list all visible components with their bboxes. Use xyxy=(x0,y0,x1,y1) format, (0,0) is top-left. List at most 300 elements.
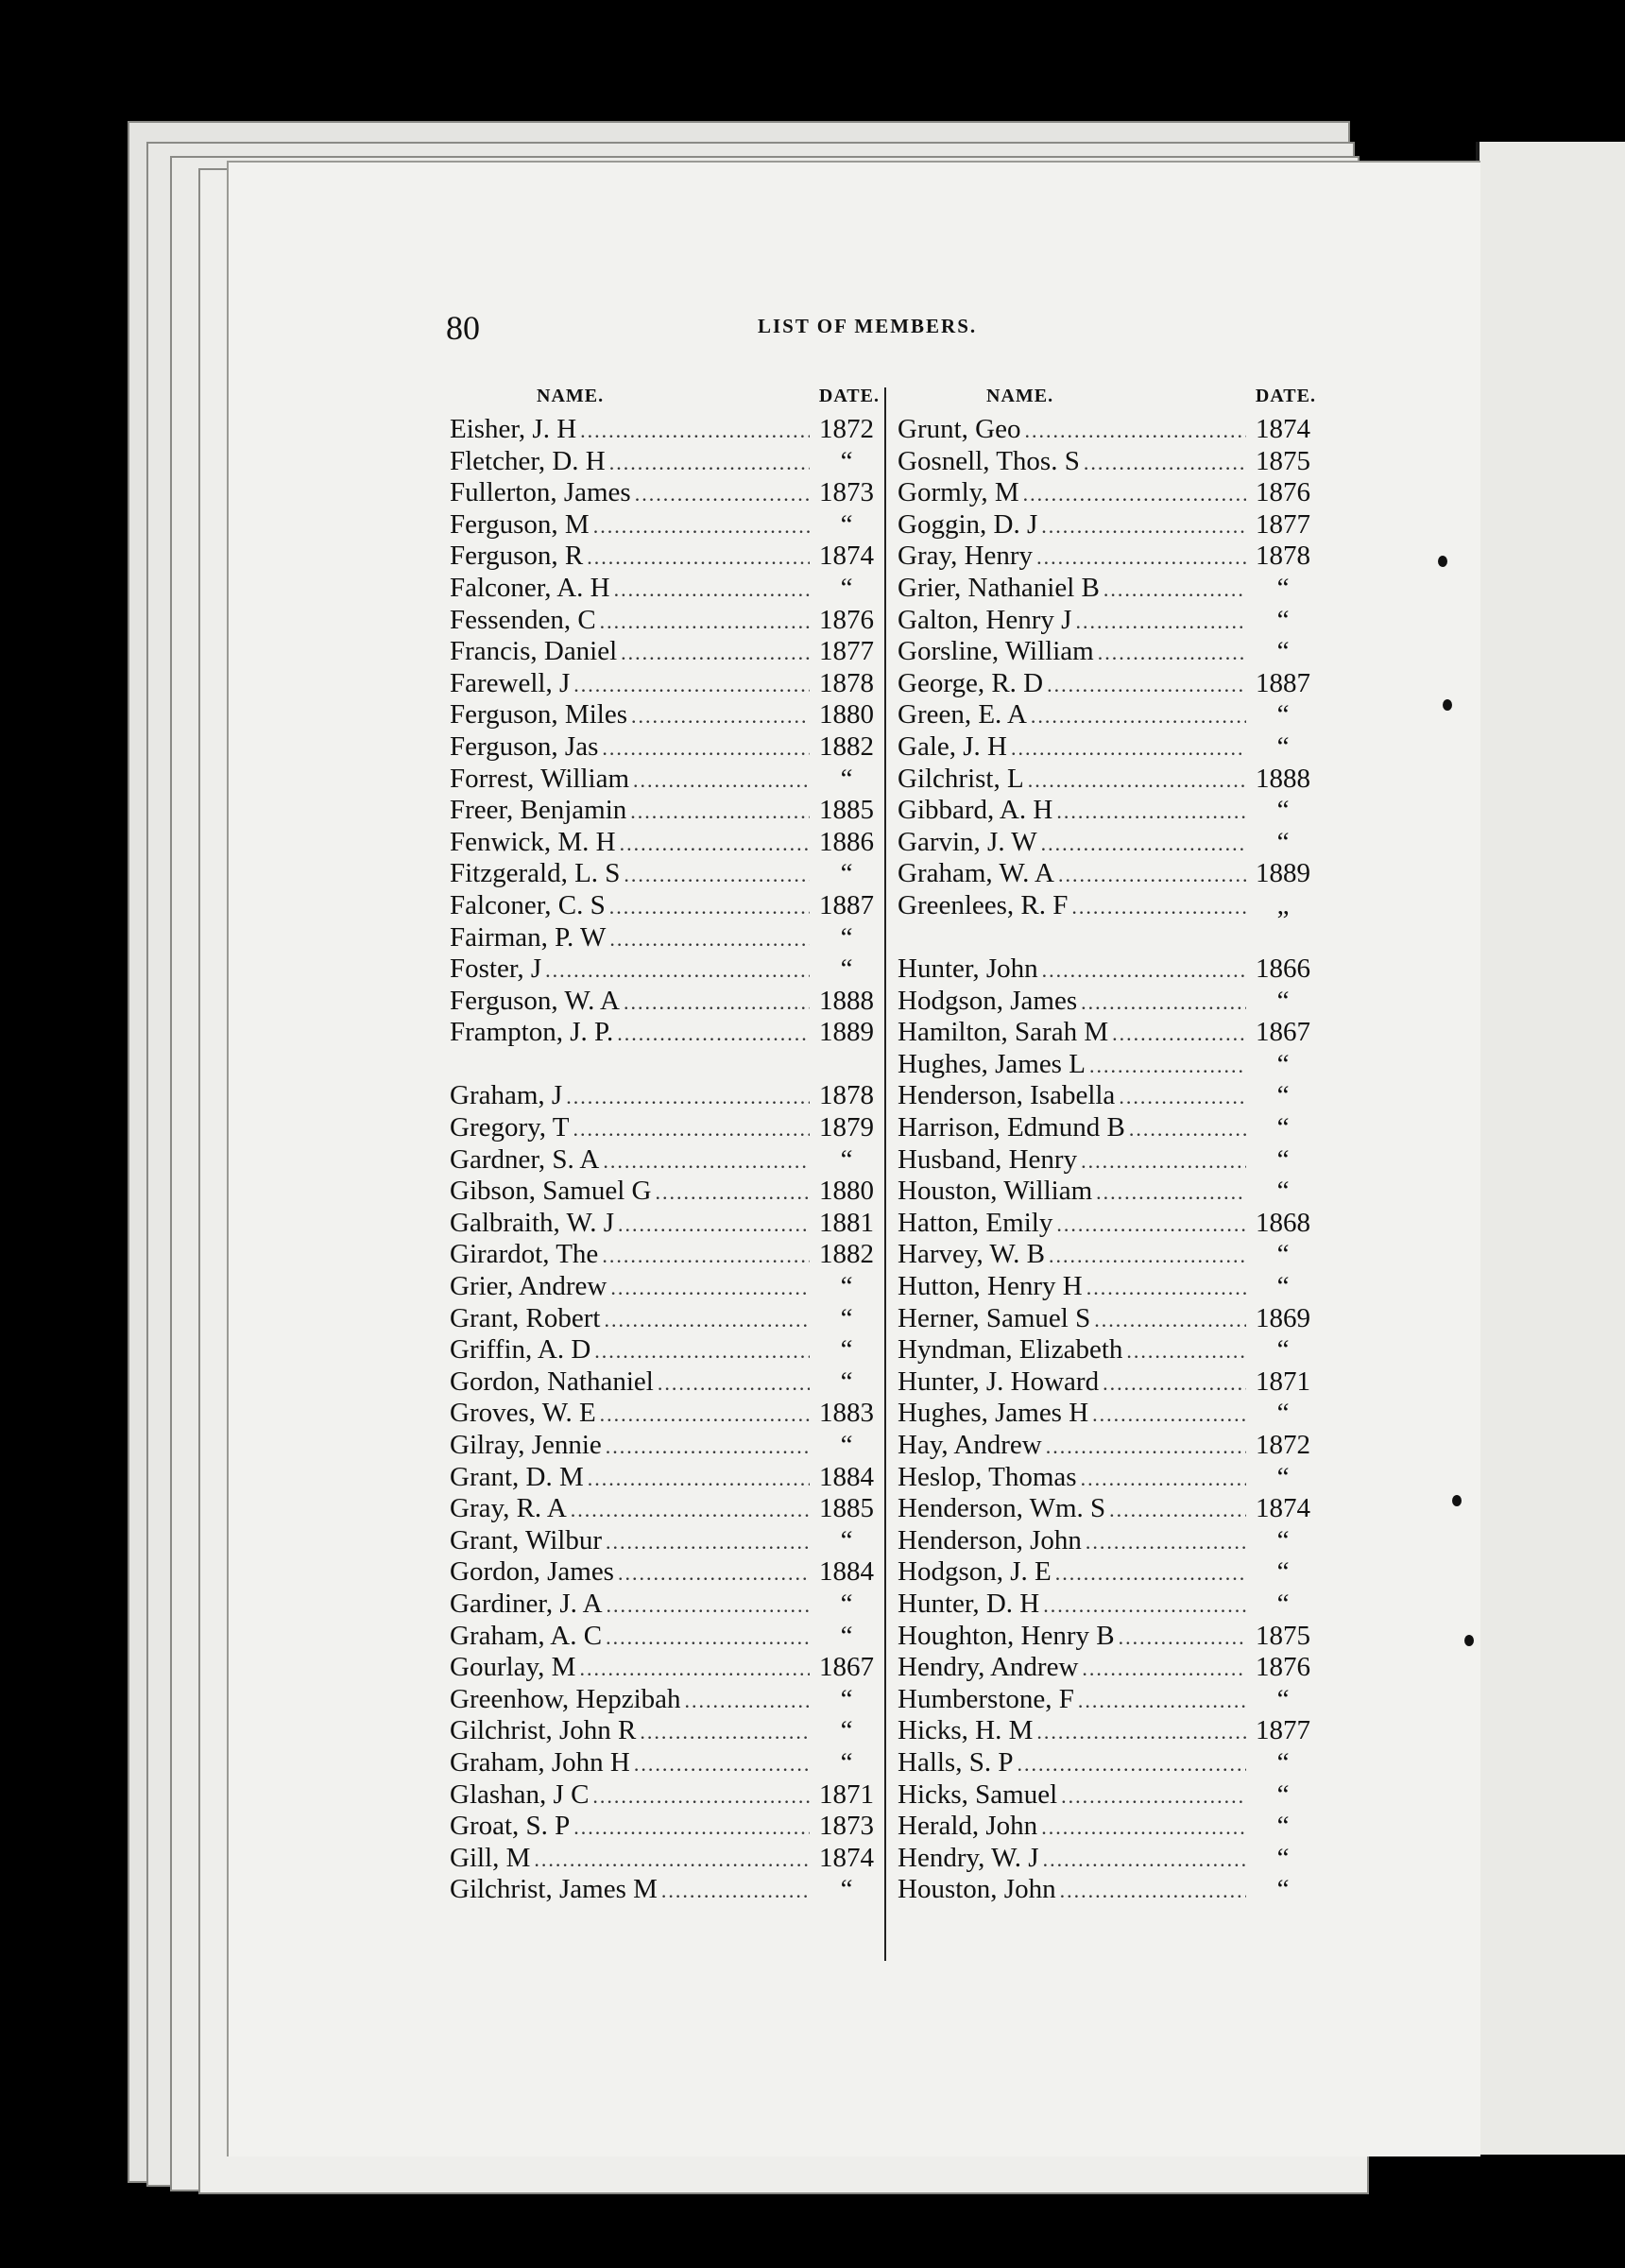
dot-leader xyxy=(1049,1244,1246,1268)
member-name: Grier, Nathaniel B xyxy=(898,572,1100,603)
member-date: 1867 xyxy=(819,1652,874,1683)
member-name: Foster, J xyxy=(450,954,542,985)
member-date: “ xyxy=(840,1143,853,1175)
member-name: Galbraith, W. J xyxy=(450,1207,614,1238)
member-name: Falconer, C. S xyxy=(450,889,606,920)
dot-leader xyxy=(602,1244,810,1268)
member-row xyxy=(898,1366,1316,1399)
member-name: Gordon, James xyxy=(450,1556,614,1588)
dot-leader xyxy=(1041,832,1246,856)
member-date: “ xyxy=(840,1271,853,1302)
member-name: Houston, William xyxy=(898,1176,1093,1207)
member-row xyxy=(450,1493,880,1525)
member-row xyxy=(450,1747,880,1779)
member-row xyxy=(898,731,1316,764)
date-header: DATE. xyxy=(1255,386,1316,406)
member-row xyxy=(450,827,880,859)
dot-leader xyxy=(1023,482,1246,507)
member-date: “ xyxy=(840,858,853,889)
dot-leader xyxy=(1031,704,1246,729)
member-row xyxy=(450,446,880,478)
member-date: 1871 xyxy=(1256,1366,1310,1397)
member-date: “ xyxy=(840,1588,853,1619)
facing-page-edge xyxy=(1476,142,1625,2155)
member-date: “ xyxy=(1276,826,1290,857)
member-date: 1878 xyxy=(819,1080,874,1111)
member-row xyxy=(450,1652,880,1684)
member-row xyxy=(450,1017,880,1049)
member-date: 1875 xyxy=(1256,445,1310,476)
dot-leader xyxy=(635,482,810,507)
members-column-left xyxy=(450,386,880,1906)
dot-leader xyxy=(658,1371,810,1396)
member-row xyxy=(898,764,1316,796)
member-date: “ xyxy=(1276,1080,1290,1111)
member-row xyxy=(898,1144,1316,1177)
member-row xyxy=(898,1080,1316,1112)
member-date: 1885 xyxy=(819,795,874,826)
dot-leader xyxy=(1056,799,1246,824)
member-name: Houston, John xyxy=(898,1874,1056,1905)
member-name: Husband, Henry xyxy=(898,1143,1078,1175)
member-date: 1882 xyxy=(819,1239,874,1270)
member-date: “ xyxy=(840,921,853,953)
member-name: Henderson, Isabella xyxy=(898,1080,1116,1111)
member-row xyxy=(898,1176,1316,1208)
member-name: Fessenden, C xyxy=(450,604,596,635)
member-row xyxy=(898,1811,1316,1843)
member-row xyxy=(898,1239,1316,1271)
dot-leader xyxy=(1078,1689,1246,1713)
dot-leader xyxy=(1041,514,1246,539)
member-row xyxy=(450,1684,880,1716)
member-name: Hughes, James L xyxy=(898,1048,1086,1079)
member-date: “ xyxy=(1276,1874,1290,1905)
member-date: “ xyxy=(1276,1176,1290,1207)
member-name: Gourlay, M xyxy=(450,1652,576,1683)
member-date: “ xyxy=(840,572,853,603)
member-row xyxy=(450,477,880,509)
member-row xyxy=(898,827,1316,859)
member-row xyxy=(450,1621,880,1653)
member-row xyxy=(898,573,1316,605)
member-row xyxy=(898,1684,1316,1716)
member-name: Falconer, A. H xyxy=(450,572,610,603)
member-date: 1873 xyxy=(819,1811,874,1842)
dot-leader xyxy=(1017,1752,1246,1777)
member-name: Forrest, William xyxy=(450,763,630,794)
member-name: Frampton, J. P. xyxy=(450,1017,614,1048)
member-row xyxy=(450,986,880,1018)
member-name: Gray, Henry xyxy=(898,541,1034,572)
section-gap xyxy=(450,1049,880,1081)
member-date: “ xyxy=(840,445,853,476)
member-name: Ferguson, W. A xyxy=(450,985,620,1016)
section-gap xyxy=(898,922,1316,954)
member-row xyxy=(450,1874,880,1906)
dot-leader xyxy=(1081,1149,1246,1174)
dot-leader xyxy=(685,1689,810,1713)
member-row xyxy=(898,541,1316,573)
dot-leader xyxy=(640,1720,810,1744)
member-date: 1873 xyxy=(819,477,874,508)
member-row xyxy=(450,1239,880,1271)
member-row xyxy=(898,699,1316,731)
dot-leader xyxy=(661,1879,810,1903)
dot-leader xyxy=(1043,1593,1246,1618)
member-row xyxy=(450,1208,880,1240)
member-date: 1886 xyxy=(819,826,874,857)
member-date: 1876 xyxy=(1256,1652,1310,1683)
dot-leader xyxy=(1082,1657,1246,1681)
member-date: 1889 xyxy=(819,1017,874,1048)
member-date: “ xyxy=(1276,1112,1290,1143)
member-name: Gill, M xyxy=(450,1842,531,1873)
member-row xyxy=(450,605,880,637)
name-header: NAME. xyxy=(986,386,1054,406)
member-row xyxy=(450,1112,880,1144)
running-head: LIST OF MEMBERS. xyxy=(758,315,978,337)
member-date: “ xyxy=(1276,1778,1290,1810)
member-name: Green, E. A xyxy=(898,699,1027,730)
member-row xyxy=(898,477,1316,509)
member-name: Francis, Daniel xyxy=(450,636,618,667)
member-name: Ferguson, Jas xyxy=(450,730,599,762)
member-row xyxy=(898,1271,1316,1303)
member-name: Hyndman, Elizabeth xyxy=(898,1334,1123,1366)
member-row xyxy=(450,731,880,764)
member-name: Hodgson, J. E xyxy=(898,1556,1052,1588)
member-date: “ xyxy=(1276,1811,1290,1842)
member-date: 1872 xyxy=(819,414,874,444)
dot-leader xyxy=(534,1847,810,1872)
ink-speck xyxy=(1452,1495,1462,1506)
member-row xyxy=(898,1430,1316,1462)
member-row xyxy=(898,636,1316,668)
member-name: Henderson, Wm. S xyxy=(898,1493,1106,1524)
member-name: Hay, Andrew xyxy=(898,1430,1042,1460)
dot-leader xyxy=(1056,1212,1246,1237)
member-name: Graham, A. C xyxy=(450,1620,603,1651)
member-name: Hendry, W. J xyxy=(898,1842,1039,1873)
dot-leader xyxy=(634,1752,810,1777)
member-name: Gibson, Samuel G xyxy=(450,1176,652,1207)
member-name: Greenhow, Hepzibah xyxy=(450,1683,681,1714)
member-date: “ xyxy=(1276,795,1290,826)
dot-leader xyxy=(600,1402,810,1427)
member-row xyxy=(450,541,880,573)
member-row xyxy=(898,1589,1316,1621)
member-name: Ferguson, Miles xyxy=(450,699,627,730)
dot-leader xyxy=(1081,990,1246,1015)
member-row xyxy=(450,1525,880,1557)
dot-leader xyxy=(579,1657,810,1681)
member-row xyxy=(898,1556,1316,1589)
dot-leader xyxy=(1126,1339,1246,1364)
dot-leader xyxy=(1046,1435,1246,1459)
dot-leader xyxy=(606,1625,810,1650)
member-row xyxy=(898,1874,1316,1906)
dot-leader xyxy=(566,1085,810,1109)
dot-leader xyxy=(655,1180,810,1205)
member-name: Greenlees, R. F xyxy=(898,889,1069,920)
member-row xyxy=(450,1144,880,1177)
member-row xyxy=(898,1747,1316,1779)
column-header xyxy=(898,386,1316,414)
member-name: Hunter, John xyxy=(898,954,1038,985)
member-row xyxy=(450,573,880,605)
dot-leader xyxy=(624,863,810,887)
member-name: Hutton, Henry H xyxy=(898,1271,1083,1302)
dot-leader xyxy=(588,1467,810,1491)
member-row xyxy=(898,858,1316,890)
member-name: Gilray, Jennie xyxy=(450,1430,602,1460)
member-date: 1868 xyxy=(1256,1207,1310,1238)
member-row xyxy=(450,1366,880,1399)
member-date: “ xyxy=(1276,730,1290,762)
member-row xyxy=(450,1271,880,1303)
member-date: “ xyxy=(1276,1334,1290,1366)
member-row xyxy=(450,1462,880,1494)
member-name: Freer, Benjamin xyxy=(450,795,627,826)
member-row xyxy=(450,1398,880,1430)
member-date: “ xyxy=(1276,1461,1290,1492)
member-date: 1880 xyxy=(819,1176,874,1207)
member-row xyxy=(898,605,1316,637)
dot-leader xyxy=(621,641,810,665)
member-date: “ xyxy=(840,1430,853,1460)
member-date: 1879 xyxy=(819,1112,874,1143)
member-row xyxy=(898,1112,1316,1144)
member-name: Humberstone, F xyxy=(898,1683,1074,1714)
dot-leader xyxy=(573,1117,810,1142)
dot-leader xyxy=(592,1784,810,1809)
member-row xyxy=(898,1652,1316,1684)
dot-leader xyxy=(1119,1625,1246,1650)
member-name: Graham, John H xyxy=(450,1746,630,1778)
page-number: 80 xyxy=(446,309,480,347)
dot-leader xyxy=(1084,451,1246,475)
column-header xyxy=(450,386,880,414)
member-name: Gray, R. A xyxy=(450,1493,567,1524)
dot-leader xyxy=(631,704,810,729)
member-date: “ xyxy=(840,1715,853,1746)
member-row xyxy=(898,1715,1316,1747)
member-name: Grant, Wilbur xyxy=(450,1524,602,1555)
member-date: “ xyxy=(840,508,853,540)
member-name: Ferguson, R xyxy=(450,541,584,572)
member-row xyxy=(898,1334,1316,1366)
dot-leader xyxy=(610,1276,810,1300)
dot-leader xyxy=(602,736,810,761)
member-row xyxy=(898,668,1316,700)
dot-leader xyxy=(593,514,810,539)
member-date: 1883 xyxy=(819,1398,874,1429)
member-row xyxy=(898,954,1316,986)
member-row xyxy=(450,699,880,731)
member-name: Girardot, The xyxy=(450,1239,599,1270)
member-date: 1871 xyxy=(819,1778,874,1810)
member-name: Graham, J xyxy=(450,1080,563,1111)
member-name: Gardner, S. A xyxy=(450,1143,600,1175)
dot-leader xyxy=(1011,736,1246,761)
dot-leader xyxy=(587,545,810,570)
members-column-right xyxy=(898,386,1316,1906)
member-row xyxy=(450,1843,880,1875)
member-row xyxy=(898,1779,1316,1812)
member-name: Fullerton, James xyxy=(450,477,631,508)
dot-leader xyxy=(571,1498,810,1522)
member-row xyxy=(450,1811,880,1843)
dot-leader xyxy=(1028,768,1246,793)
member-row xyxy=(450,636,880,668)
dot-leader xyxy=(573,673,810,697)
member-date: 1869 xyxy=(1256,1302,1310,1333)
dot-leader xyxy=(1047,673,1246,697)
dot-leader xyxy=(1119,1085,1246,1109)
member-date: 1874 xyxy=(819,1842,874,1873)
member-row xyxy=(898,795,1316,827)
member-row xyxy=(898,890,1316,922)
member-row xyxy=(450,1589,880,1621)
member-row xyxy=(898,986,1316,1018)
member-date: 1888 xyxy=(1256,763,1310,794)
member-name: Gardiner, J. A xyxy=(450,1588,603,1619)
member-name: Graham, W. A xyxy=(898,858,1054,889)
member-name: Groves, W. E xyxy=(450,1398,596,1429)
member-date: 1878 xyxy=(819,667,874,698)
dot-leader xyxy=(1042,958,1246,983)
member-date: “ xyxy=(840,1874,853,1905)
member-name: Fletcher, D. H xyxy=(450,445,606,476)
member-name: Hamilton, Sarah M xyxy=(898,1017,1109,1048)
dot-leader xyxy=(1086,1276,1246,1300)
dot-leader xyxy=(606,1435,810,1459)
member-name: Gilchrist, L xyxy=(898,763,1024,794)
member-row xyxy=(450,764,880,796)
member-date: 1878 xyxy=(1256,541,1310,572)
dot-leader xyxy=(1024,419,1246,443)
member-name: Ferguson, M xyxy=(450,508,590,540)
member-date: 1888 xyxy=(819,985,874,1016)
member-date: “ xyxy=(1276,1398,1290,1429)
member-date: 1872 xyxy=(1256,1430,1310,1460)
column-divider xyxy=(884,387,886,1961)
member-date: “ xyxy=(1276,1683,1290,1714)
dot-leader xyxy=(630,799,810,824)
member-name: Hunter, D. H xyxy=(898,1588,1040,1619)
dot-leader xyxy=(617,1022,810,1046)
member-date: 1881 xyxy=(819,1207,874,1238)
dot-leader xyxy=(1129,1117,1246,1142)
dot-leader xyxy=(614,577,810,602)
member-date: “ xyxy=(840,1746,853,1778)
member-date: 1889 xyxy=(1256,858,1310,889)
dot-leader xyxy=(1094,1308,1246,1332)
dot-leader xyxy=(620,832,810,856)
member-date: “ xyxy=(1276,1556,1290,1588)
member-name: Herald, John xyxy=(898,1811,1038,1842)
dot-leader xyxy=(1055,1561,1246,1586)
member-name: Hunter, J. Howard xyxy=(898,1366,1100,1397)
member-date: “ xyxy=(1276,985,1290,1016)
member-date: “ xyxy=(1276,1143,1290,1175)
member-name: Grunt, Geo xyxy=(898,414,1021,444)
dot-leader xyxy=(1103,1371,1246,1396)
member-date: 1885 xyxy=(819,1493,874,1524)
member-row xyxy=(898,1049,1316,1081)
member-name: Griffin, A. D xyxy=(450,1334,591,1366)
dot-leader xyxy=(1036,545,1246,570)
member-date: 1866 xyxy=(1256,954,1310,985)
member-row xyxy=(898,1493,1316,1525)
member-row xyxy=(450,1715,880,1747)
dot-leader xyxy=(594,1339,810,1364)
member-name: Hicks, Samuel xyxy=(898,1778,1058,1810)
member-row xyxy=(450,1080,880,1112)
member-name: Gosnell, Thos. S xyxy=(898,445,1080,476)
dot-leader xyxy=(545,958,810,983)
member-name: Farewell, J xyxy=(450,667,571,698)
dot-leader xyxy=(1112,1022,1246,1046)
member-row xyxy=(450,1176,880,1208)
member-date: “ xyxy=(1276,1239,1290,1270)
member-date: “ xyxy=(1276,1746,1290,1778)
dot-leader xyxy=(1060,1879,1246,1903)
member-name: Hendry, Andrew xyxy=(898,1652,1079,1683)
member-date: „ xyxy=(1276,889,1290,920)
member-row xyxy=(898,1462,1316,1494)
member-row xyxy=(450,509,880,541)
member-name: Gilchrist, James M xyxy=(450,1874,658,1905)
member-date: 1874 xyxy=(819,541,874,572)
member-date: 1877 xyxy=(1256,508,1310,540)
ink-speck xyxy=(1438,556,1447,567)
member-date: “ xyxy=(1276,1271,1290,1302)
member-row xyxy=(450,858,880,890)
member-row xyxy=(450,890,880,922)
member-name: Gale, J. H xyxy=(898,730,1007,762)
member-row xyxy=(898,509,1316,541)
member-date: “ xyxy=(840,1302,853,1333)
member-row xyxy=(898,1525,1316,1557)
member-row xyxy=(450,1303,880,1335)
member-row xyxy=(898,1843,1316,1875)
member-name: George, R. D xyxy=(898,667,1044,698)
dot-leader xyxy=(1086,1530,1246,1555)
dot-leader xyxy=(633,768,810,793)
member-date: “ xyxy=(840,954,853,985)
member-name: Henderson, John xyxy=(898,1524,1082,1555)
member-date: 1877 xyxy=(819,636,874,667)
dot-leader xyxy=(1096,1180,1246,1205)
member-name: Harrison, Edmund B xyxy=(898,1112,1125,1143)
member-row xyxy=(450,1556,880,1589)
member-row xyxy=(898,1208,1316,1240)
member-date: 1875 xyxy=(1256,1620,1310,1651)
member-row xyxy=(450,1779,880,1812)
member-name: Hatton, Emily xyxy=(898,1207,1053,1238)
member-name: Houghton, Henry B xyxy=(898,1620,1115,1651)
dot-leader xyxy=(609,927,810,952)
dot-leader xyxy=(609,895,810,919)
dot-leader xyxy=(1109,1498,1246,1522)
member-name: Hodgson, James xyxy=(898,985,1078,1016)
member-name: Gordon, Nathaniel xyxy=(450,1366,654,1397)
member-date: 1884 xyxy=(819,1461,874,1492)
dot-leader xyxy=(1061,1784,1246,1809)
member-name: Halls, S. P xyxy=(898,1746,1014,1778)
